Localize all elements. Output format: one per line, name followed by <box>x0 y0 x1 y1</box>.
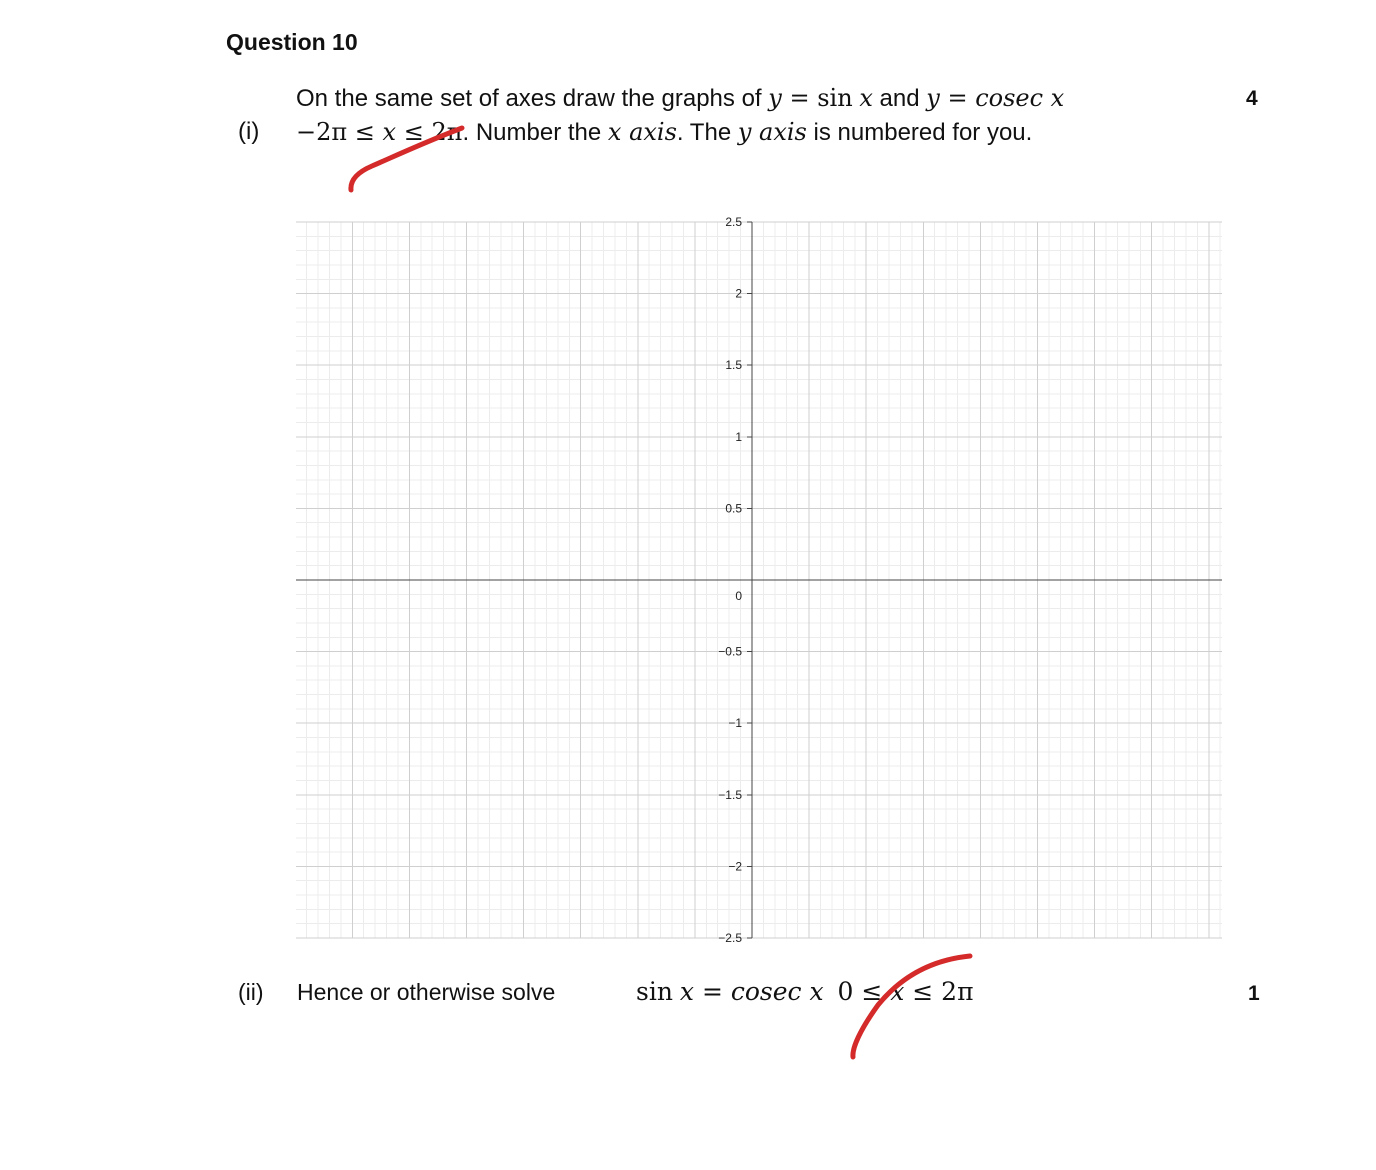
question-title: Question 10 <box>226 29 358 55</box>
domain-right: ≤ 2π <box>396 118 463 146</box>
y-tick-label: −1 <box>728 716 742 731</box>
y-tick-label: 1 <box>735 429 742 444</box>
marks-part-i: 4 <box>1246 87 1258 110</box>
y-tick-label: 2.5 <box>725 215 742 229</box>
marks-part-ii: 1 <box>1248 982 1260 1005</box>
eq1-lhs: y <box>768 84 782 112</box>
y-tick-label: 0 <box>735 589 742 603</box>
and-text: and <box>872 85 927 112</box>
ii-range-var: x <box>890 977 905 1006</box>
ii-eq-sign: = <box>694 977 731 1006</box>
ii-range-right: ≤ 2π <box>904 977 974 1006</box>
y-axis-term: y axis <box>737 118 807 146</box>
y-tick-label: −0.5 <box>718 644 742 659</box>
instruction-text: On the same set of axes draw the graphs of <box>296 85 769 112</box>
ii-fn: sin <box>636 977 673 1006</box>
y-tick-label: −2.5 <box>718 931 742 945</box>
eq-sign-2: = <box>939 84 976 112</box>
ii-range-left: 0 ≤ <box>837 977 891 1006</box>
ii-var: x <box>679 977 694 1006</box>
domain-var: x <box>382 118 397 146</box>
part-ii-equation <box>636 977 974 1007</box>
eq2-rhs: cosec x <box>975 84 1065 112</box>
y-tick-label: −1.5 <box>718 787 742 802</box>
instruction-text-2: . Number the <box>462 119 608 146</box>
eq1-var: x <box>859 84 873 112</box>
instruction-text-4: is numbered for you. <box>806 119 1033 146</box>
y-tick-label: −2 <box>728 859 742 874</box>
y-tick-label: 2 <box>735 286 742 301</box>
eq1-fn: sin <box>817 84 853 112</box>
eq2-lhs: y <box>926 84 940 112</box>
y-tick-label: 0.5 <box>725 501 742 516</box>
eq-sign: = <box>781 84 818 112</box>
part-ii-label: (ii) <box>238 979 264 1005</box>
domain-left: −2π ≤ <box>296 118 383 146</box>
part-ii-instruction: Hence or otherwise solve <box>297 979 556 1005</box>
instruction-text-3: . The <box>676 119 738 146</box>
part-i-label: (i) <box>238 118 260 145</box>
x-axis-term: x axis <box>607 118 677 146</box>
y-tick-label: 1.5 <box>725 358 742 373</box>
ii-rhs: cosec x <box>730 977 824 1006</box>
